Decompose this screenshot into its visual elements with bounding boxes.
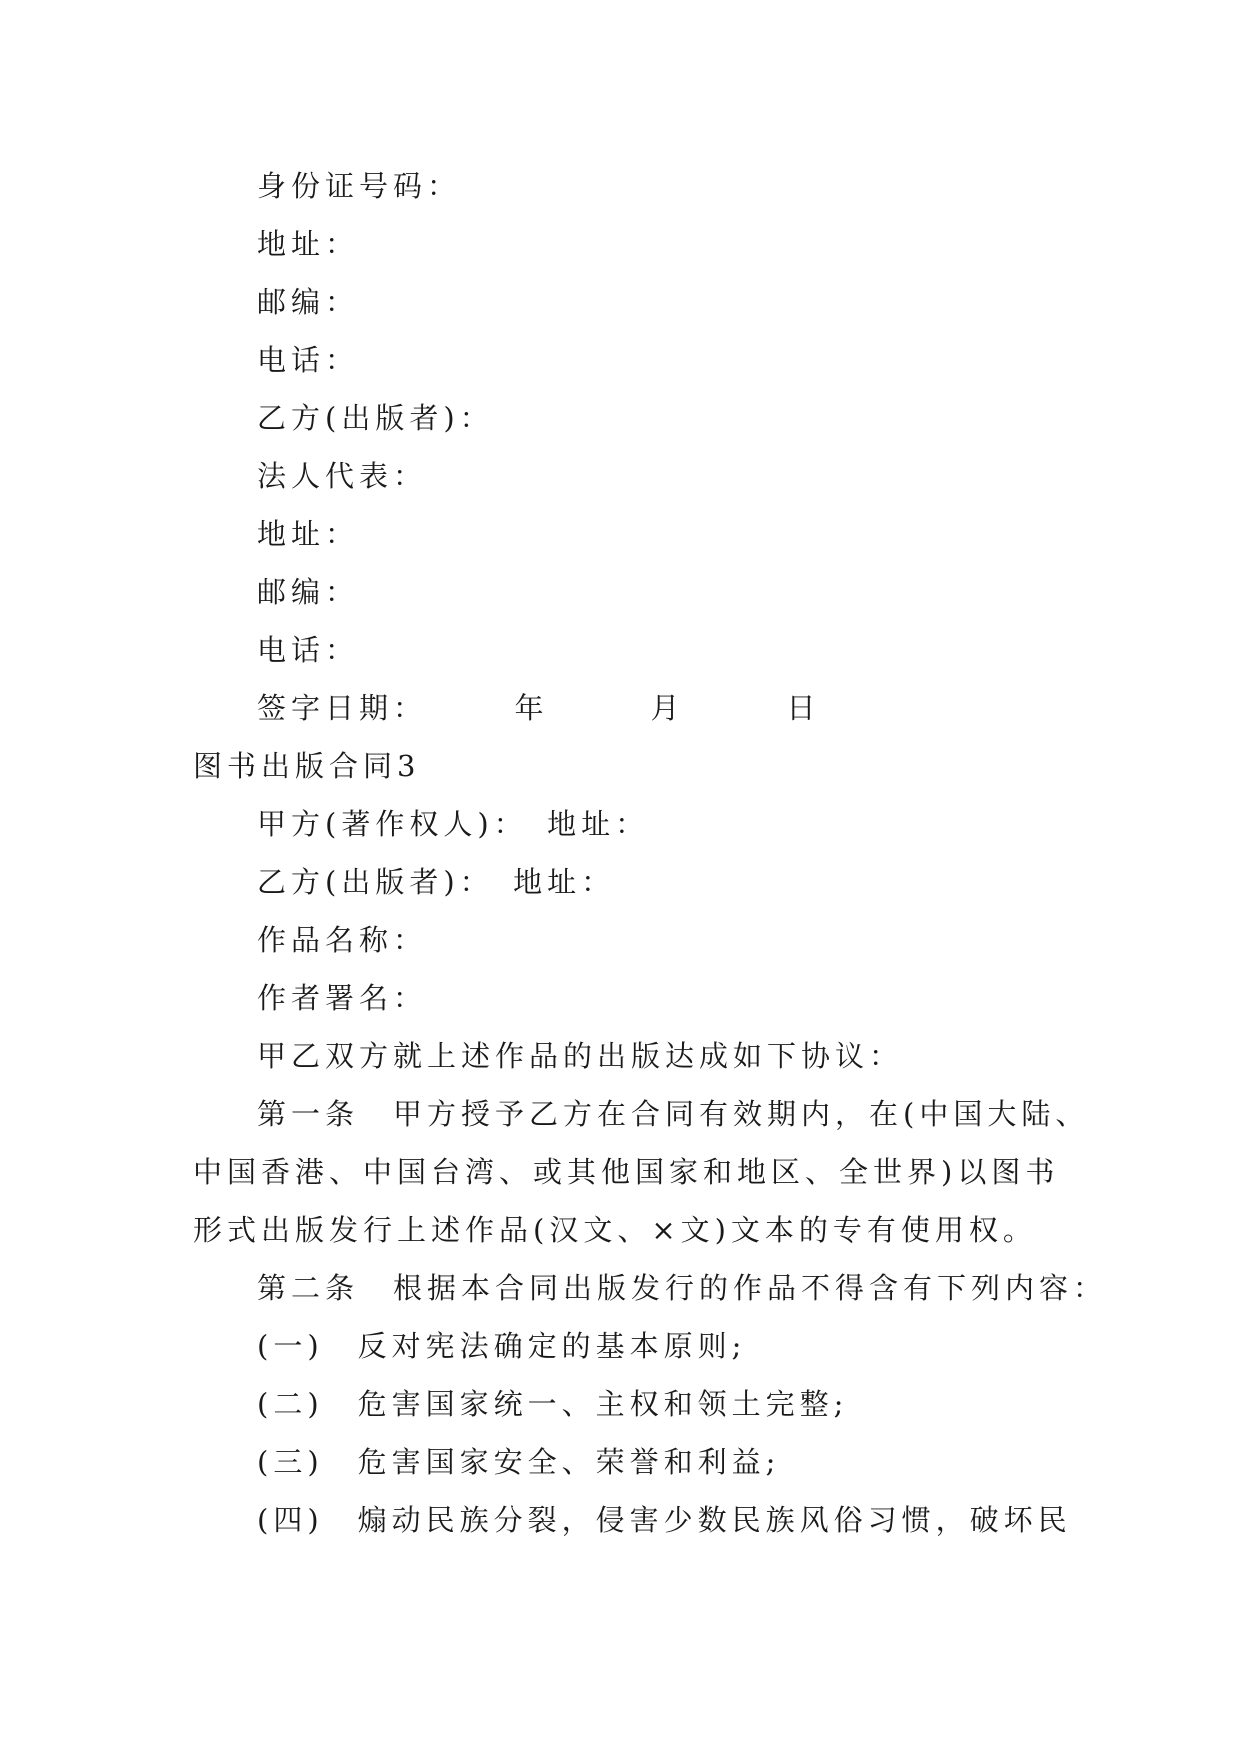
postcode-label: 邮编： <box>257 285 360 319</box>
agreement-intro: 甲乙双方就上述作品的出版达成如下协议： <box>257 1039 904 1073</box>
legal-rep-label: 法人代表： <box>257 459 428 493</box>
article-one-line-1: 第一条 甲方授予乙方在合同有效期内，在(中国大陆、 <box>257 1097 1090 1131</box>
party-a-line: 甲方(著作权人)： 地址： <box>257 807 650 841</box>
article-one-line-2: 中国香港、中国台湾、或其他国家和地区、全世界)以图书 <box>193 1155 1060 1189</box>
party-b-line: 乙方(出版者)： 地址： <box>257 865 616 899</box>
address-label: 地址： <box>257 227 360 261</box>
work-title-label: 作品名称： <box>257 923 428 957</box>
address-label-b: 地址： <box>257 517 360 551</box>
phone-label: 电话： <box>257 343 360 377</box>
article-two-line: 第二条 根据本合同出版发行的作品不得含有下列内容： <box>257 1271 1108 1305</box>
article-two-item-4: (四) 煽动民族分裂，侵害少数民族风俗习惯，破坏民 <box>257 1503 1072 1537</box>
postcode-label-b: 邮编： <box>257 575 360 609</box>
author-name-label: 作者署名： <box>257 981 428 1015</box>
article-one-line-3: 形式出版发行上述作品(汉文、×文)文本的专有使用权。 <box>193 1213 1037 1247</box>
phone-label-b: 电话： <box>257 633 360 667</box>
article-two-item-1: (一) 反对宪法确定的基本原则; <box>257 1329 747 1363</box>
signing-date-line: 签字日期： 年 月 日 <box>257 691 821 725</box>
section-title: 图书出版合同3 <box>193 749 421 783</box>
article-two-item-2: (二) 危害国家统一、主权和领土完整; <box>257 1387 849 1421</box>
party-b-label: 乙方(出版者)： <box>257 401 494 435</box>
article-two-item-3: (三) 危害国家安全、荣誉和利益; <box>257 1445 781 1479</box>
id-number-label: 身份证号码： <box>257 169 462 203</box>
